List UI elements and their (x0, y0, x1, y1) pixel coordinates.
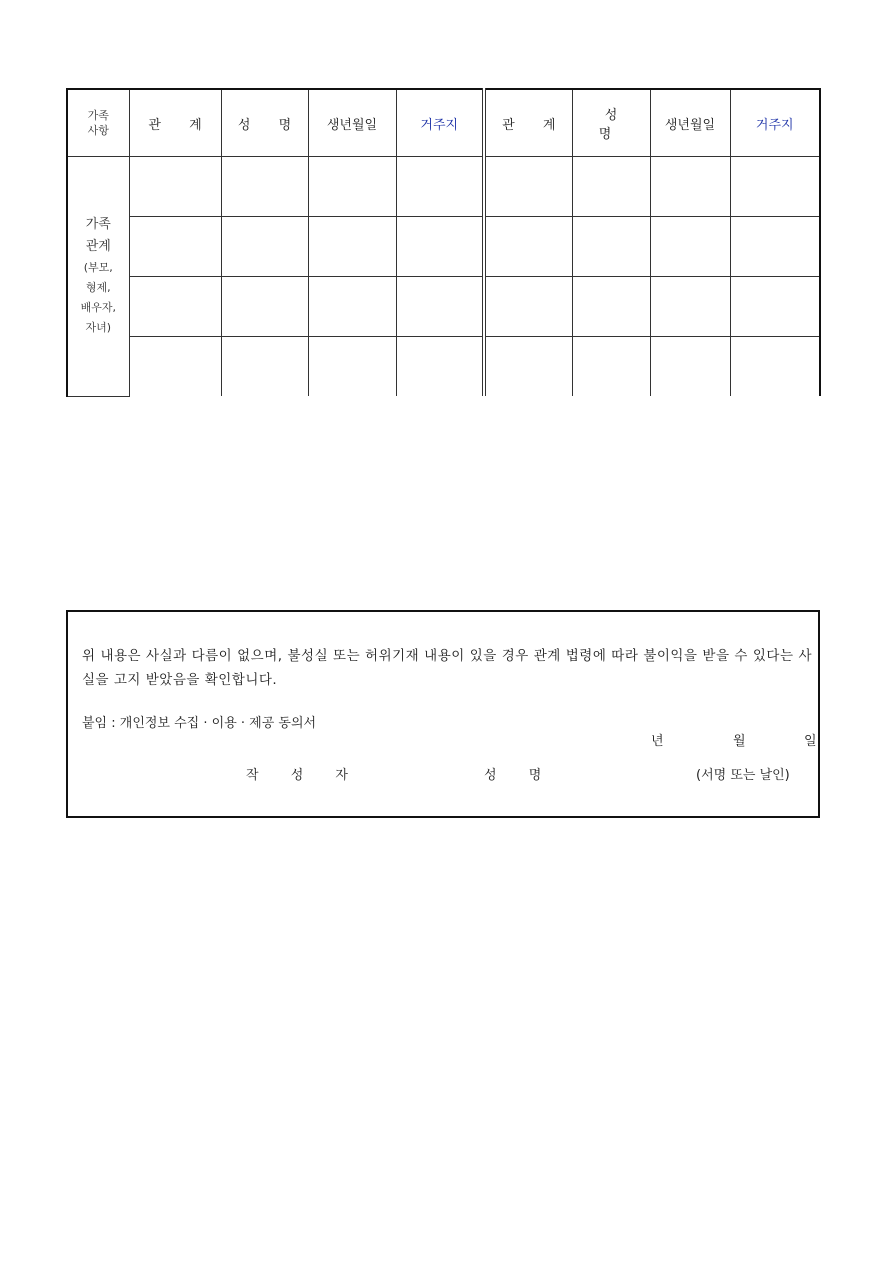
signer-name-label: 성 명 (484, 768, 556, 783)
signature-note: (서명 또는 날인) (696, 768, 790, 783)
table-cell[interactable] (129, 217, 221, 277)
column-header-name: 성 명 (221, 89, 308, 157)
table-cell[interactable] (308, 277, 396, 337)
date-month-label: 월 (733, 734, 746, 749)
date-day-label: 일 (804, 734, 817, 749)
table-row (67, 337, 820, 397)
column-header-relation-2: 관 계 (484, 89, 572, 157)
table-cell[interactable] (730, 157, 820, 217)
attachment-note: 붙임 : 개인정보 수집 · 이용 · 제공 동의서 (82, 716, 317, 731)
family-relation-label: 가족 관계 (부모, 형제, 배우자, 자녀) (67, 157, 129, 397)
table-cell[interactable] (129, 337, 221, 397)
family-info-table (66, 88, 821, 397)
table-cell[interactable] (221, 277, 308, 337)
table-row (67, 217, 820, 277)
table-cell[interactable] (396, 337, 484, 397)
table-cell[interactable] (396, 217, 484, 277)
table-cell[interactable] (308, 157, 396, 217)
table-row (67, 277, 820, 337)
table-cell[interactable] (650, 217, 730, 277)
table-cell[interactable] (308, 217, 396, 277)
table-cell[interactable] (396, 157, 484, 217)
table-cell[interactable] (730, 217, 820, 277)
date-year-label: 년 (651, 734, 664, 749)
writer-label: 작 성 자 (246, 768, 362, 783)
table-cell[interactable] (484, 277, 572, 337)
table-header-row (67, 89, 820, 157)
table-cell[interactable] (221, 217, 308, 277)
column-header-residence: 거주지 (396, 89, 484, 157)
table-cell[interactable] (484, 217, 572, 277)
column-header-residence-2: 거주지 (730, 89, 820, 157)
table-cell[interactable] (221, 337, 308, 397)
table-row (67, 157, 820, 217)
table-cell[interactable] (484, 157, 572, 217)
table-cell[interactable] (572, 157, 650, 217)
column-header-birthdate-2: 생년월일 (650, 89, 730, 157)
family-section-header: 가족 사항 (67, 89, 129, 157)
declaration-box (66, 610, 820, 818)
table-cell[interactable] (484, 337, 572, 397)
column-header-relation: 관 계 (129, 89, 221, 157)
table-cell[interactable] (730, 277, 820, 337)
table-cell[interactable] (572, 217, 650, 277)
column-header-birthdate: 생년월일 (308, 89, 396, 157)
table-cell[interactable] (572, 337, 650, 397)
declaration-statement: 위 내용은 사실과 다름이 없으며, 불성실 또는 허위기재 내용이 있을 경우 관계 법령에 따라 불이익을 받을 수 있다는 사실을 고지 받았음을 확인합니다. (82, 648, 812, 688)
table-cell[interactable] (730, 337, 820, 397)
table-cell[interactable] (308, 337, 396, 397)
table-cell[interactable] (221, 157, 308, 217)
table-cell[interactable] (650, 157, 730, 217)
column-header-name-2: 성 명 (572, 89, 650, 157)
table-cell[interactable] (650, 337, 730, 397)
table-cell[interactable] (650, 277, 730, 337)
table-cell[interactable] (396, 277, 484, 337)
table-cell[interactable] (129, 277, 221, 337)
table-cell[interactable] (129, 157, 221, 217)
table-cell[interactable] (572, 277, 650, 337)
